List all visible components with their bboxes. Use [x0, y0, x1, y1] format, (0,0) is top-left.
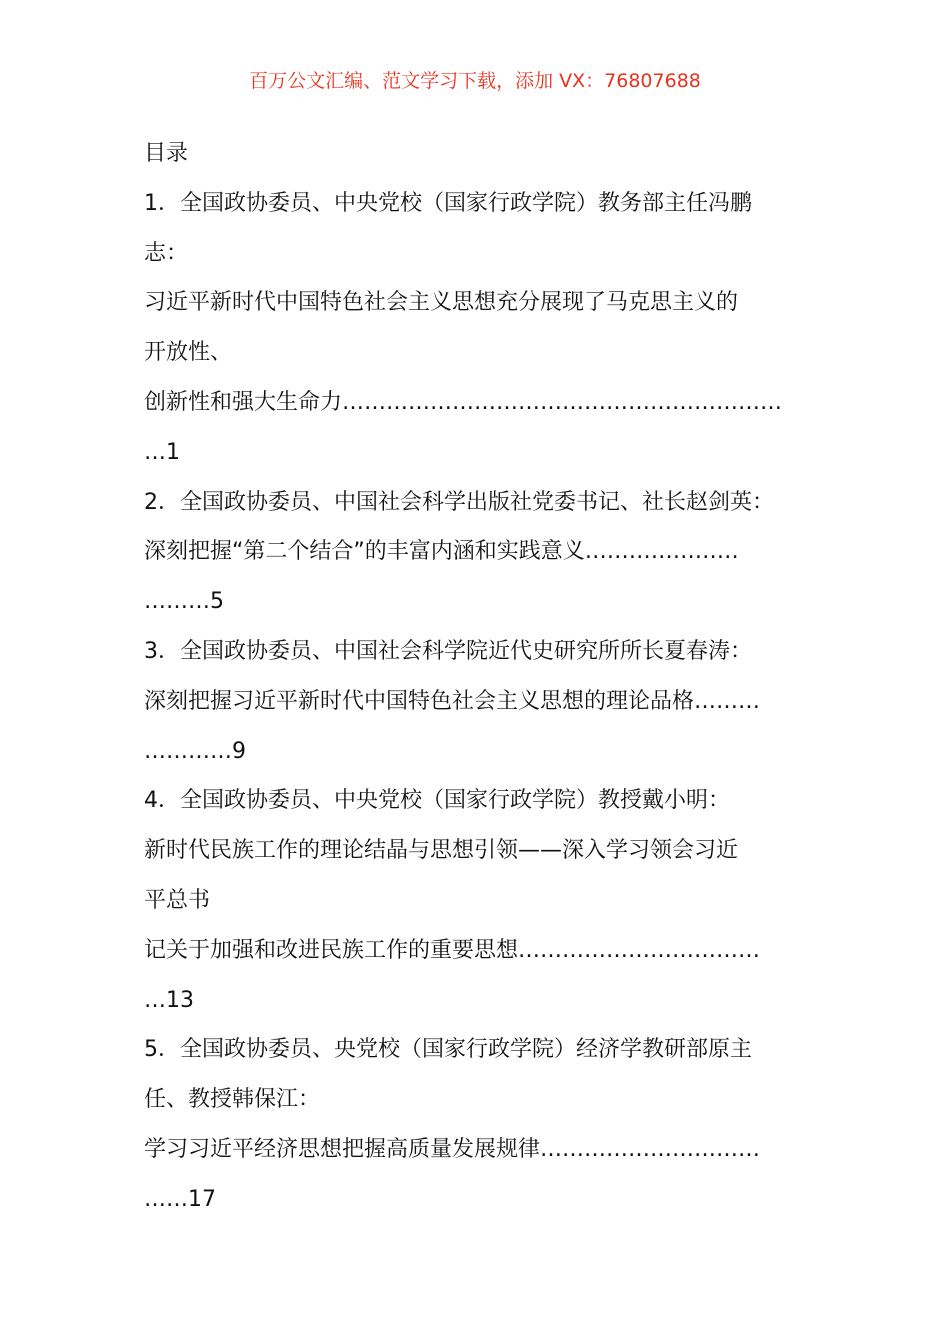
toc-title: 目录: [144, 141, 189, 166]
toc-line: 5．全国政协委员、央党校（国家行政学院）经济学教研部原主: [144, 1037, 752, 1063]
toc-line: 3．全国政协委员、中国社会科学院近代史研究所所长夏春涛：: [144, 638, 752, 664]
toc-line: 2．全国政协委员、中国社会科学出版社党委书记、社长赵剑英：: [144, 489, 774, 515]
toc-line: 任、教授韩保江：: [144, 1087, 321, 1113]
toc-line: ………5: [144, 589, 224, 615]
toc-line: 平总书: [144, 887, 211, 913]
toc-line: …1: [144, 439, 180, 465]
toc-line: 开放性、: [144, 340, 233, 366]
toc-line: …………9: [144, 738, 246, 764]
toc-line: 深刻把握习近平新时代中国特色社会主义思想的理论品格………: [144, 688, 761, 714]
toc-line: 深刻把握“第二个结合”的丰富内涵和实践意义…………………: [144, 539, 739, 565]
toc-line: 志：: [144, 240, 189, 266]
toc-line: 记关于加强和改进民族工作的重要思想……………………………: [144, 937, 761, 963]
toc-line: 习近平新时代中国特色社会主义思想充分展现了马克思主义的: [144, 290, 739, 316]
toc-line: 新时代民族工作的理论结晶与思想引领——深入学习领会习近: [144, 838, 739, 864]
toc-line: 1．全国政协委员、中央党校（国家行政学院）教务部主任冯鹏: [144, 190, 752, 216]
table-of-contents: [144, 129, 834, 1225]
toc-line: ……17: [144, 1186, 216, 1212]
toc-line: 创新性和强大生命力……………………………………………………: [144, 389, 783, 415]
watermark-header: 百万公文汇编、范文学习下载，添加 VX：76807688: [249, 70, 701, 92]
toc-line: 4．全国政协委员、中央党校（国家行政学院）教授戴小明：: [144, 788, 730, 814]
toc-line: 学习习近平经济思想把握高质量发展规律…………………………: [144, 1136, 761, 1162]
toc-line: …13: [144, 987, 194, 1013]
